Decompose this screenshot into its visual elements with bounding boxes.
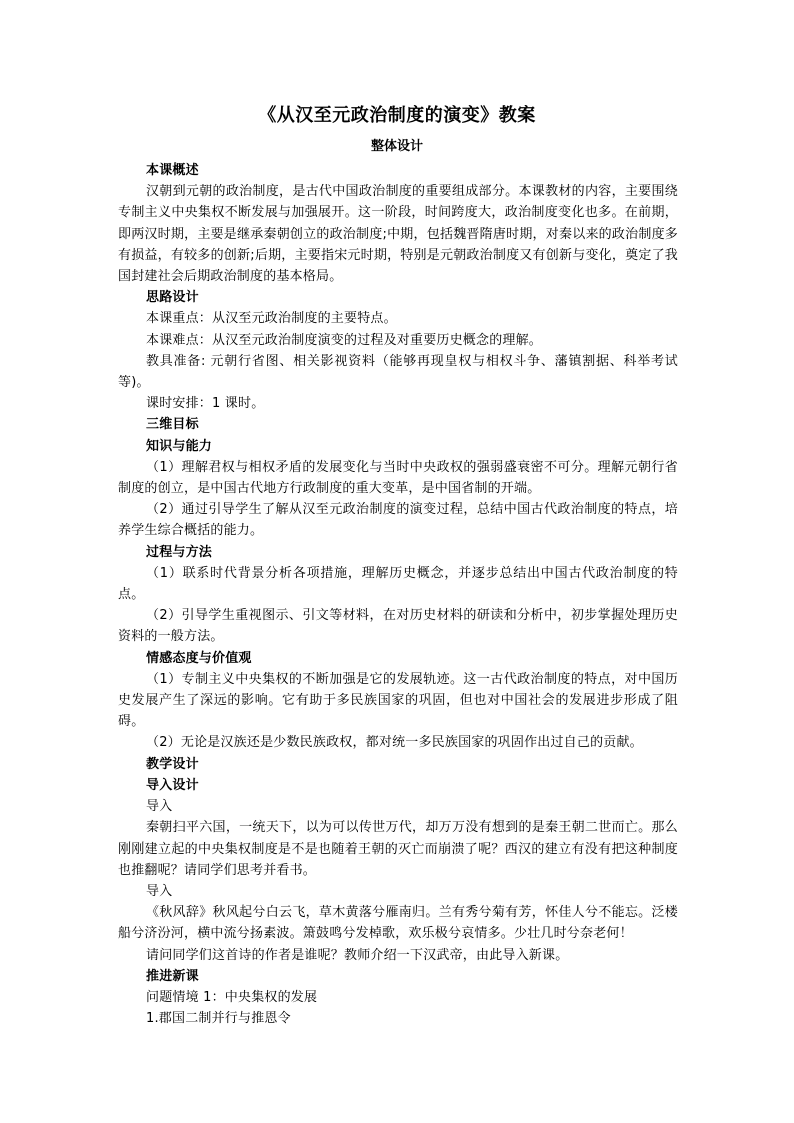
body-paragraph: （2）通过引导学生了解从汉至元政治制度的演变过程，总结中国古代政治制度的特点，培养学生综合概括的能力。 bbox=[118, 502, 678, 539]
body-paragraph: 教具准备: 元朝行省图、相关影视资料（能够再现皇权与相权斗争、藩镇割据、科举考试等)。 bbox=[118, 353, 678, 391]
body-paragraph: （2）无论是汉族还是少数民族政权，都对统一多民族国家的巩固作出过自己的贡献。 bbox=[146, 735, 643, 751]
section-heading: 本课概述 bbox=[146, 163, 199, 178]
body-paragraph: （1）专制主义中央集权的不断加强是它的发展轨迹。这一古代政治制度的特点，对中国历史发展产生了深远的影响。它有助于多民族国家的巩固，但也对中国社会的发展进步形成了阻碍。 bbox=[118, 671, 678, 730]
section-heading: 思路设计 bbox=[146, 290, 199, 306]
body-paragraph: 请问同学们这首诗的作者是谁呢？教师介绍一下汉武帝，由此导入新课。 bbox=[146, 947, 569, 963]
body-paragraph: 导入 bbox=[146, 799, 173, 815]
document-title: 《从汉至元政治制度的演变》教案 bbox=[258, 105, 536, 126]
section-heading: 情感态度与价值观 bbox=[146, 650, 252, 666]
body-paragraph: （1）联系时代背景分析各项措施，理解历史概念，并逐步总结出中国古代政治制度的特点。 bbox=[118, 565, 678, 603]
body-paragraph: 本课难点：从汉至元政治制度演变的过程及对重要历史概念的理解。 bbox=[146, 332, 543, 348]
section-heading: 教学设计 bbox=[146, 756, 199, 772]
body-paragraph: 导入 bbox=[146, 883, 173, 899]
section-heading: 三维目标 bbox=[146, 417, 199, 433]
section-heading: 知识与能力 bbox=[146, 438, 213, 454]
body-paragraph: 汉朝到元朝的政治制度，是古代中国政治制度的重要组成部分。本课教材的内容，主要围绕专制主义中央集权不断发展与加强展开。这一阶段，时间跨度大，政治制度变化也多。在前期，即两汉时期，主要是继承秦朝创立的政治制度;中期，包括魏晋隋唐时期，对秦以来的政治制度多有损益，有较多的创新;后期，主要指宋元时期，特别是元朝政治制度又有创新与变化，奠定了我国封建社会后期政治制度的基本格局。 bbox=[118, 184, 678, 285]
document-subtitle: 整体设计 bbox=[370, 139, 423, 154]
body-paragraph: （2）引导学生重视图示、引文等材料，在对历史材料的研读和分析中，初步掌握处理历史资料的一般方法。 bbox=[118, 608, 678, 645]
body-paragraph: 秦朝扫平六国，一统天下，以为可以传世万代，却万万没有想到的是秦王朝二世而亡。那么刚刚建立起的中央集权制度是不是也随着王朝的灭亡而崩溃了呢？西汉的建立有没有把这种制度也推翻呢？请同学们思考并看书。 bbox=[118, 820, 678, 878]
section-heading: 推进新课 bbox=[146, 968, 199, 984]
section-heading: 导入设计 bbox=[146, 777, 199, 793]
body-paragraph: 《秋风辞》秋风起兮白云飞，草木黄落兮雁南归。兰有秀兮菊有芳，怀佳人兮不能忘。泛楼船兮济汾河，横中流兮扬素波。箫鼓鸣兮发棹歌，欢乐极兮哀情多。少壮几时兮奈老何！ bbox=[118, 905, 678, 942]
body-paragraph: 问题情境 1：中央集权的发展 bbox=[146, 989, 318, 1005]
section-heading: 过程与方法 bbox=[146, 544, 213, 560]
document-body bbox=[118, 160, 678, 1029]
body-paragraph: 本课重点：从汉至元政治制度的主要特点。 bbox=[146, 311, 397, 327]
body-paragraph: 课时安排：1 课时。 bbox=[146, 396, 265, 412]
body-paragraph: 1.郡国二制并行与推恩令 bbox=[146, 1011, 291, 1027]
body-paragraph: （1）理解君权与相权矛盾的发展变化与当时中央政权的强弱盛衰密不可分。理解元朝行省制度的创立，是中国古代地方行政制度的重大变革，是中国省制的开端。 bbox=[118, 459, 678, 497]
